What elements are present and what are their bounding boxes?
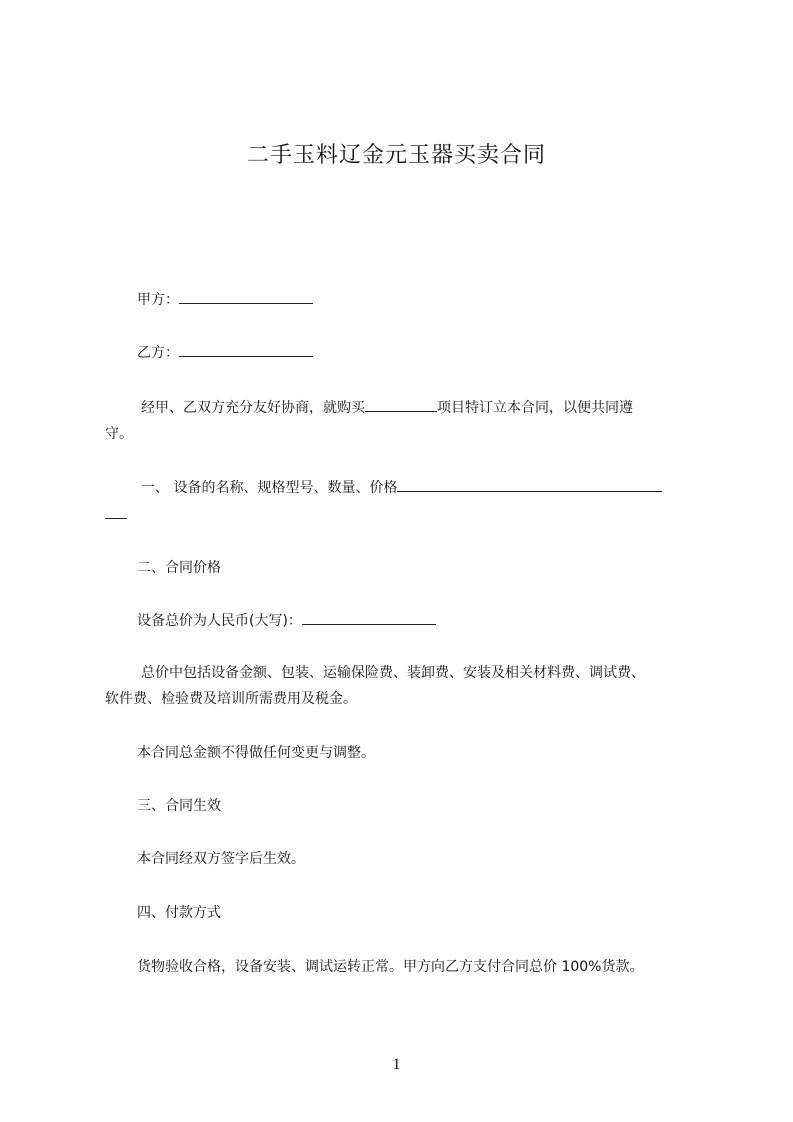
total-price-label: 设备总价为人民币(大写)：	[137, 613, 302, 629]
total-price-line	[105, 609, 737, 634]
purchase-item-blank[interactable]	[365, 397, 437, 412]
price-includes-line1: 总价中包括设备金额、包装、运输保险费、装卸费、安装及相关材料费、调试费、	[141, 665, 645, 681]
effective-text: 本合同经双方签字后生效。	[137, 851, 305, 867]
party-a-blank[interactable]	[179, 289, 313, 304]
party-b-blank[interactable]	[179, 342, 313, 357]
section1-continuation-line	[105, 503, 705, 528]
price-includes-line2: 软件费、检验费及培训所需费用及税金。	[105, 691, 357, 707]
party-b-label: 乙方：	[137, 345, 179, 361]
party-a-line	[105, 288, 737, 313]
document-title: 二手玉料辽金元玉器买卖合同	[246, 143, 546, 168]
section3-heading: 三、合同生效	[137, 798, 221, 814]
page-number: 1	[392, 1056, 401, 1073]
intro-text-end: 项目特订立本合同，以便共同遵	[437, 400, 633, 416]
intro-paragraph-line2: 守。	[105, 426, 133, 442]
party-b-line	[105, 341, 737, 366]
section2-heading: 二、合同价格	[137, 560, 221, 576]
section4-heading: 四、付款方式	[137, 905, 221, 921]
no-change-text: 本合同总金额不得做任何变更与调整。	[137, 745, 375, 761]
payment-text: 货物验收合格，设备安装、调试运转正常。甲方向乙方支付合同总价 100%货款。	[137, 959, 644, 975]
total-price-blank[interactable]	[302, 610, 436, 625]
section1-heading: 一、 设备的名称、规格型号、数量、价格	[141, 480, 398, 496]
party-a-label: 甲方：	[137, 292, 179, 308]
equipment-details-blank-cont[interactable]	[105, 504, 127, 519]
section1-heading-line	[105, 476, 741, 501]
intro-paragraph-line1	[105, 396, 741, 421]
intro-text-start: 经甲、乙双方充分友好协商，就购买	[141, 400, 365, 416]
equipment-details-blank[interactable]	[397, 477, 662, 492]
